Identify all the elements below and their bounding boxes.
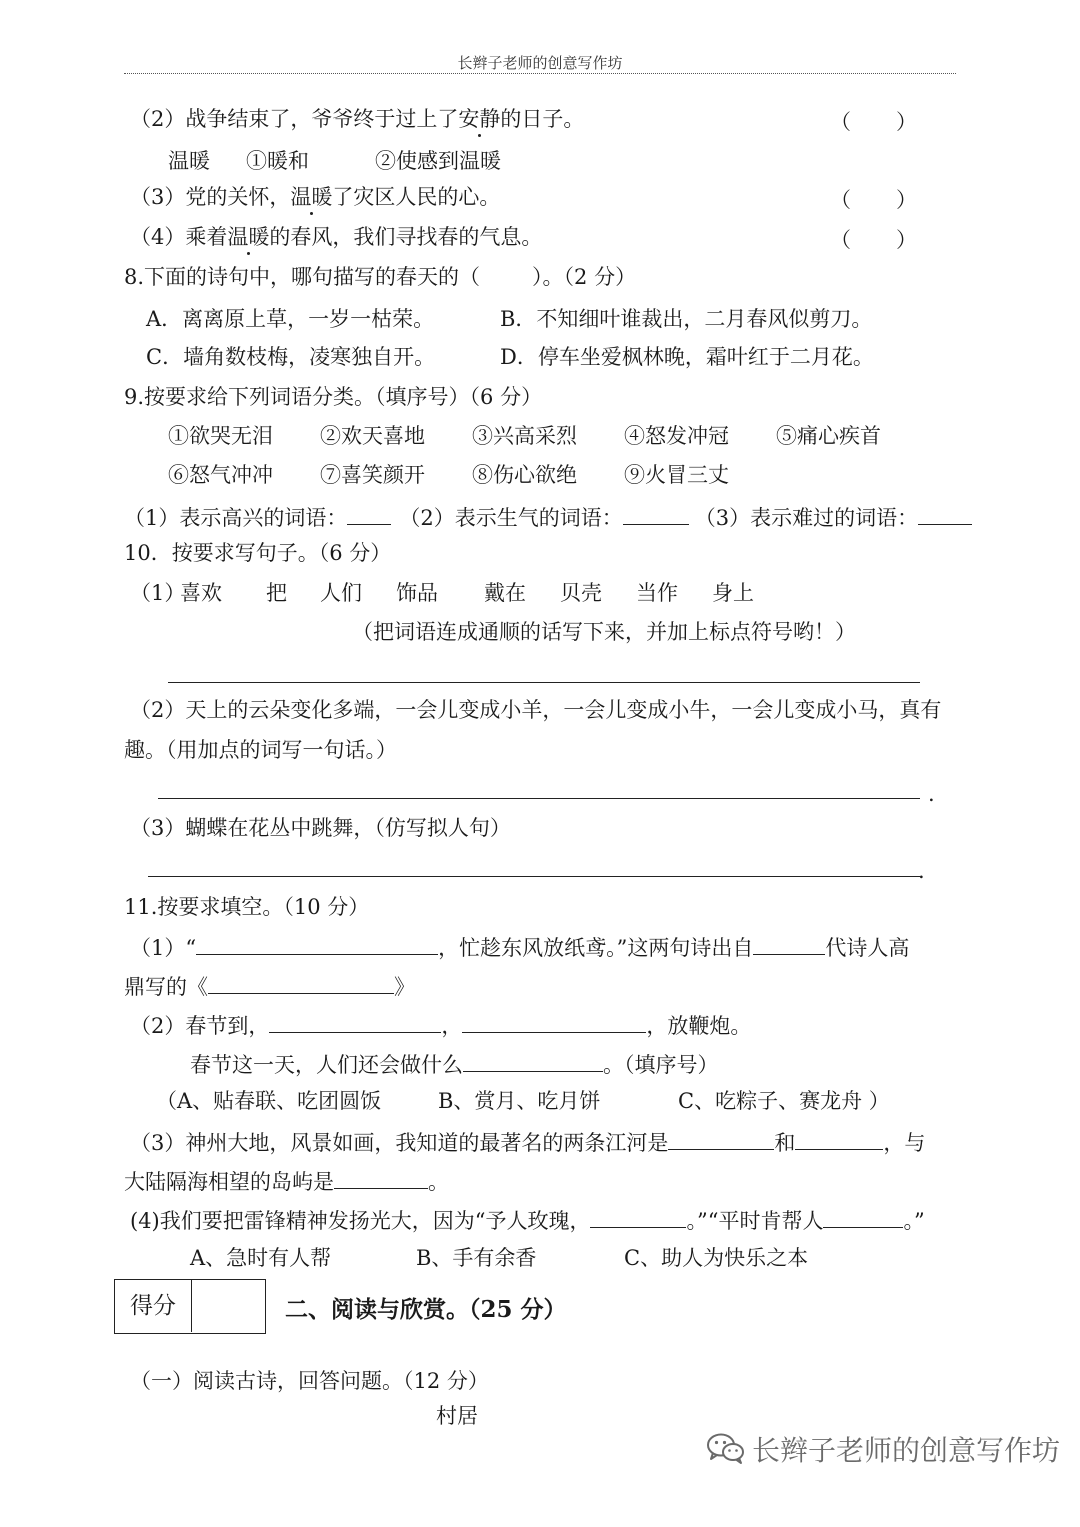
q7-item-3: （3）党的关怀，温暖了灾区人民的心。 — [130, 185, 501, 209]
q11-stem: 11.按要求填空。（10 分） — [124, 895, 370, 919]
header-divider — [124, 73, 956, 74]
answer-blank — [795, 1127, 883, 1150]
answer-blank — [462, 1010, 646, 1033]
answer-blank — [590, 1205, 686, 1228]
q11-option-b: B、赏月、吃月饼 — [438, 1089, 601, 1113]
q7-option-2: ②使感到温暖 — [375, 149, 501, 173]
answer-blank — [208, 971, 394, 994]
q10-word: 饰品 — [396, 581, 438, 605]
answer-line — [168, 682, 920, 683]
q7-option-1: ①暖和 — [246, 149, 309, 173]
q11-item-3-line1: （3）神州大地，风景如画，我知道的最著名的两条江河是 和 ，与 — [130, 1127, 925, 1156]
q10-word: 戴在 — [484, 581, 526, 605]
answer-blank — [918, 502, 972, 525]
q11-item-2-line1: （2）春节到， ， ，放鞭炮。 — [130, 1010, 751, 1039]
score-box — [114, 1279, 266, 1334]
period-mark: . — [928, 782, 935, 806]
q10-item-3: （3）蝴蝶在花丛中跳舞，（仿写拟人句） — [130, 816, 511, 840]
score-label: 得分 — [115, 1280, 192, 1332]
wechat-icon — [706, 1431, 746, 1465]
q10-stem: 10．按要求写句子。（6 分） — [124, 541, 392, 565]
q9-word: ①欲哭无泪 — [168, 424, 273, 448]
q11-item-3-line2: 大陆隔海相望的岛屿是 。 — [124, 1166, 449, 1195]
answer-blank — [463, 1049, 603, 1072]
answer-blank — [269, 1010, 441, 1033]
q11-option-a: （A、贴春联、吃团圆饭 — [156, 1089, 382, 1113]
dotted-word: 温暖 — [290, 185, 333, 209]
reading-subsection: （一）阅读古诗，回答问题。（12 分） — [130, 1369, 489, 1393]
answer-blank — [623, 502, 689, 525]
section-title: 二、阅读与欣赏。（25 分） — [285, 1296, 567, 1323]
q11-option-c: C、吃粽子、赛龙舟 ） — [678, 1089, 890, 1113]
watermark-text: 长辫子老师的创意写作坊 — [752, 1434, 1061, 1467]
q10-word: 喜欢 — [180, 581, 222, 605]
q10-hint: （把词语连成通顺的话写下来，并加上标点符号哟！） — [352, 620, 856, 644]
q11-option: B、手有余香 — [416, 1246, 537, 1270]
q10-word: 当作 — [636, 581, 678, 605]
q9-word: ③兴高采烈 — [472, 424, 577, 448]
q9-word: ⑤痛心疾首 — [776, 424, 881, 448]
q10-word: 把 — [266, 581, 287, 605]
q10-item-1-label: （1） — [130, 581, 186, 605]
q9-word: ②欢天喜地 — [320, 424, 425, 448]
q8-option-c: C．墙角数枝梅，凌寒独自开。 — [146, 345, 436, 369]
q10-word: 人们 — [320, 581, 362, 605]
answer-line — [148, 876, 920, 877]
q10-word: 身上 — [712, 581, 754, 605]
q11-item-1-line2: 鼎写的《 》 — [124, 971, 415, 1000]
q8-stem: 8.下面的诗句中，哪句描写的春天的（ ）。（2 分） — [124, 265, 637, 289]
answer-blank — [334, 1166, 428, 1189]
q9-word: ⑦喜笑颜开 — [320, 463, 425, 487]
poem-title: 村居 — [436, 1404, 478, 1428]
q9-answer-row: （1）表示高兴的词语： （2）表示生气的词语： （3）表示难过的词语： — [124, 502, 972, 531]
q8-option-b: B．不知细叶谁裁出，二月春风似剪刀。 — [500, 307, 873, 331]
watermark — [700, 1425, 1080, 1471]
q9-word: ⑧伤心欲绝 — [472, 463, 577, 487]
q9-word: ⑨火冒三丈 — [624, 463, 729, 487]
answer-blank — [753, 932, 825, 955]
q11-item-2-line2: 春节这一天，人们还会做什么 。（填序号） — [190, 1049, 719, 1078]
q10-item-2-line1: （2）天上的云朵变化多端，一会儿变成小羊，一会儿变成小牛，一会儿变成小马，真有 — [130, 698, 942, 722]
dotted-word: 温暖 — [227, 225, 270, 249]
answer-line — [158, 798, 920, 799]
answer-blank — [347, 502, 391, 525]
q7-word: 温暖 — [168, 149, 210, 173]
q10-item-2-line2: 趣。（用加点的词写一句话。） — [124, 738, 397, 762]
q11-item-1-line1: （1）“ ，忙趁东风放纸鸢。”这两句诗出自 代诗人高 — [130, 932, 909, 961]
answer-blank — [823, 1205, 903, 1228]
dotted-word: 安静 — [458, 107, 501, 131]
q11-option: C、助人为快乐之本 — [624, 1246, 809, 1270]
q7-item-2: （2）战争结束了，爷爷终于过上了安静的日子。 — [130, 107, 585, 131]
q11-item-4: (4)我们要把雷锋精神发扬光大，因为“予人玫瑰， 。”“平时肯帮人 。” — [130, 1205, 925, 1234]
answer-blank — [668, 1127, 774, 1150]
q9-stem: 9.按要求给下列词语分类。（填序号）（6 分） — [124, 385, 543, 409]
q8-option-d: D．停车坐爱枫林晚，霜叶红于二月花。 — [500, 345, 874, 369]
page-header-title: 长辫子老师的创意写作坊 — [457, 54, 623, 72]
q11-option: A、急时有人帮 — [190, 1246, 332, 1270]
q8-option-a: A．离离原上草，一岁一枯荣。 — [146, 307, 435, 331]
q9-word: ④怒发冲冠 — [624, 424, 729, 448]
answer-blank — [196, 932, 438, 955]
q10-word: 贝壳 — [560, 581, 602, 605]
period-mark: . — [918, 859, 925, 883]
q7-item-4: （4）乘着温暖的春风，我们寻找春的气息。 — [130, 225, 543, 249]
q9-word: ⑥怒气冲冲 — [168, 463, 273, 487]
